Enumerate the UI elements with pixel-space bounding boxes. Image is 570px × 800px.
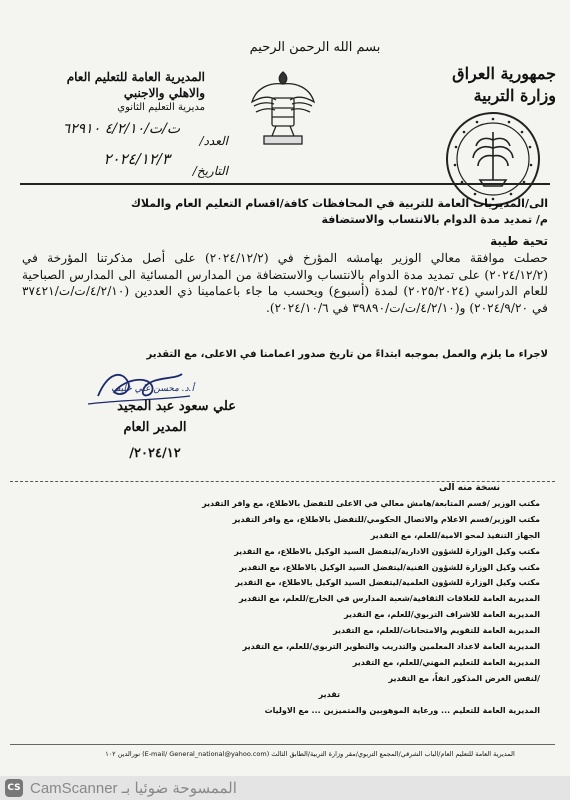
signature-date: ٢٠٢٤/١٢/ xyxy=(129,446,181,461)
body-paragraph: حصلت موافقة معالي الوزير بهامشه المؤرخ في (٢٠٢٤/١٢/٢) على أصل مذكرتنا المؤرخة في (٢٠٢٤/١٢/٢) على تمديد مدة الدوام بالانتساب والاستضافة من المدارس المسائية الى المدارس الصباحية للعام الدراسي (٢٠٢٥/٢٠٢٤) لمدة (أسبوع) ويحسب ما جاء باعمامينا ذي العددين (٤/٢/١٠/ت/ت/٣٧٤٢١ في ٢٠٢٤/٩/٢٠) و(٤/٢/١٠/ت/ت/٣٩٨٩٠ في ٢٠٢٤/١٠/٦). xyxy=(22,251,549,315)
copies-divider xyxy=(10,481,555,482)
copy-item: مكتب الوزير/قسم الاعلام والاتصال الحكومي/للتفضل بالاطلاع، مع وافر التقدير xyxy=(232,515,540,524)
directorate-line3: مديرية التعليم الثانوي xyxy=(117,102,205,113)
directorate-line2: والاهلي والاجنبي xyxy=(123,86,205,100)
copy-item: المديرية العامة للعلاقات الثقافية/شعبة المدارس في الخارج/للعلم، مع التقدير xyxy=(238,594,540,603)
subject: م/ تمديد مدة الدوام بالانتساب والاستضافة xyxy=(321,213,548,226)
copy-item: مكتب الوزير /قسم المتابعة/هامش معالي في الاعلى للتفضل بالاطلاع، مع وافر التقدير xyxy=(202,499,540,508)
number-value: ت/ت/٤/٢/١٠ ٦٢٩١٠ xyxy=(62,121,180,137)
copy-item: /لنفس الغرض المذكور انفاً، مع التقدير xyxy=(388,674,540,683)
copies-title: نسخة منه الى xyxy=(438,483,500,493)
copy-item: مكتب وكيل الوزارة للشؤون الفنية/ليتفضل السيد الوكيل بالاطلاع، مع التقدير xyxy=(239,563,540,572)
copy-item: المديرية العامة للتقويم والامتحانات/للعلم، مع التقدير xyxy=(333,626,540,635)
signatory-name: علي سعود عبد المجيد xyxy=(117,399,236,414)
copy-item: تقدير xyxy=(318,690,340,699)
copy-item: الجهاز التنفيذ لمحو الامية/للعلم، مع التقدير xyxy=(370,531,540,540)
footer-divider xyxy=(10,744,555,745)
copy-item: المديرية العامة للاشراف التربوي/للعلم، مع التقدير xyxy=(344,610,540,619)
number-label: العدد/ xyxy=(199,134,228,148)
date-value: ٢٠٢٤/١٢/٣ xyxy=(103,150,170,168)
iraq-eagle-emblem-icon xyxy=(248,62,318,148)
ministry-name: وزارة التربية xyxy=(473,86,556,105)
copy-item: مكتب وكيل الوزارة للشؤون العلمية/ليتفضل السيد الوكيل بالاطلاع، مع التقدير xyxy=(235,578,540,587)
header-divider xyxy=(20,183,550,185)
camscanner-logo-icon: CS xyxy=(5,779,23,797)
copy-item: المديرية العامة للتعليم ... ورعاية الموهوبين والمتميزين ... مع الاوليات xyxy=(264,706,540,715)
basmala: بسم الله الرحمن الرحيم xyxy=(249,40,381,55)
camscanner-watermark-text: CamScanner الممسوحة ضوئيا بـ xyxy=(30,780,237,797)
instruction-line: لاجراء ما يلزم والعمل بموجبه ابتداءً من تاريخ صدور اعمامنا في الاعلى، مع التقدير xyxy=(146,349,548,360)
copy-item: مكتب وكيل الوزارة للشؤون الادارية/ليتفضل السيد الوكيل بالاطلاع، مع التقدير xyxy=(234,547,540,556)
date-label: التاريخ/ xyxy=(192,164,228,178)
greeting: تحية طيبة xyxy=(490,234,548,248)
directorate-line1: المديرية العامة للتعليم العام xyxy=(66,70,205,84)
copy-item: المديرية العامة للتعليم المهني/للعلم، مع التقدير xyxy=(352,658,540,667)
ministry-seal-icon xyxy=(444,110,542,208)
copy-item: المديرية العامة لاعداد المعلمين والتدريب والتطوير التربوي/للعلم، مع التقدير xyxy=(242,642,540,651)
country-name: جمهورية العراق xyxy=(452,64,556,83)
addressee: الى/المديريات العامة للتربية في المحافظات كافة/اقسام التعليم العام والملاك xyxy=(130,197,548,210)
footer-address: المديرية العامة للتعليم العام/الباب الشرقي/المجمع التربوي/مقر وزارة التربية/الطابق الثالث (E-mail/ General_national@yahoo.com) نورالدين ١٠٢ xyxy=(105,750,515,758)
signatory-title: المدير العام xyxy=(123,420,187,435)
signatory-handwritten: أ.د. محسن علي خليف xyxy=(111,384,194,394)
